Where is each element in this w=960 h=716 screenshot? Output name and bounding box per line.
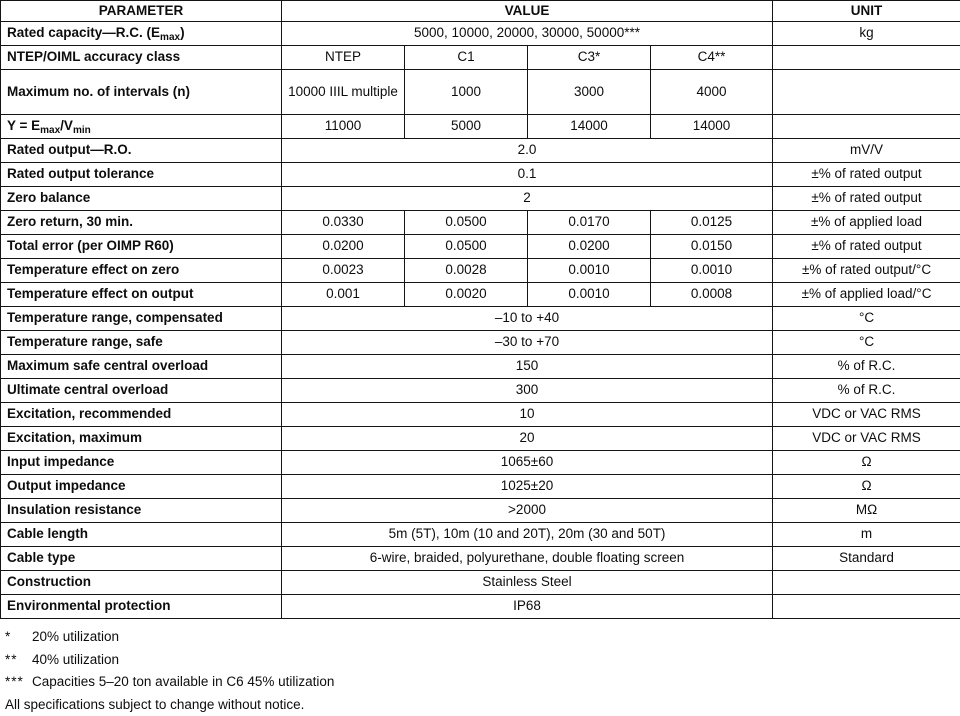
- value-zero-return-c3: 0.0170: [528, 211, 651, 235]
- table-row-total-error: [1, 235, 960, 259]
- table-row-rated-output-tolerance: [1, 163, 960, 187]
- unit-excitation-maximum: VDC or VAC RMS: [773, 427, 960, 451]
- footnote-text: 40% utilization: [32, 651, 120, 667]
- value-environmental-protection: IP68: [282, 595, 773, 619]
- subscript-max: max: [40, 125, 61, 137]
- unit-construction: [773, 571, 960, 595]
- table-row-ultimate-overload: [1, 379, 960, 403]
- param-text: ): [180, 25, 185, 41]
- param-text: Y = E: [7, 118, 41, 134]
- value-total-error-c4: 0.0150: [651, 235, 773, 259]
- value-intervals-ntep: 10000 IIIL multiple: [282, 70, 405, 115]
- table-row-output-impedance: [1, 475, 960, 499]
- value-output-impedance: 1025±20: [282, 475, 773, 499]
- unit-rated-output: mV/V: [773, 139, 960, 163]
- param-rated-output-tolerance: Rated output tolerance: [1, 163, 282, 187]
- unit-temp-range-safe: °C: [773, 331, 960, 355]
- value-accuracy-c4: C4**: [651, 46, 773, 70]
- unit-y-ratio: [773, 115, 960, 139]
- value-temp-zero-c4: 0.0010: [651, 259, 773, 283]
- unit-accuracy-class: [773, 46, 960, 70]
- unit-temp-effect-zero: ±% of rated output/°C: [773, 259, 960, 283]
- value-intervals-c1: 1000: [405, 70, 528, 115]
- footnote-marker: ***: [5, 674, 24, 689]
- value-construction: Stainless Steel: [282, 571, 773, 595]
- param-excitation-maximum: Excitation, maximum: [1, 427, 282, 451]
- value-temp-output-c3: 0.0010: [528, 283, 651, 307]
- unit-rated-capacity: kg: [773, 22, 960, 46]
- value-temp-zero-ntep: 0.0023: [282, 259, 405, 283]
- footnote-text: 20% utilization: [32, 629, 120, 644]
- value-zero-balance: 2: [282, 187, 773, 211]
- table-row-construction: [1, 571, 960, 595]
- table-row-zero-return: [1, 211, 960, 235]
- value-insulation-resistance: >2000: [282, 499, 773, 523]
- value-intervals-c4: 4000: [651, 70, 773, 115]
- value-excitation-maximum: 20: [282, 427, 773, 451]
- subscript-min: min: [72, 125, 91, 137]
- value-zero-return-ntep: 0.0330: [282, 211, 405, 235]
- table-row-zero-balance: [1, 187, 960, 211]
- table-row-temp-effect-zero: [1, 259, 960, 283]
- table-row-temp-range-safe: [1, 331, 960, 355]
- value-zero-return-c1: 0.0500: [405, 211, 528, 235]
- unit-temp-effect-output: ±% of applied load/°C: [773, 283, 960, 307]
- unit-input-impedance: Ω: [773, 451, 960, 475]
- unit-max-intervals: [773, 70, 960, 115]
- footnote-marker: *: [5, 629, 12, 644]
- param-environmental-protection: Environmental protection: [1, 595, 282, 619]
- value-temp-output-ntep: 0.001: [282, 283, 405, 307]
- table-row-max-safe-overload: [1, 355, 960, 379]
- unit-excitation-recommended: VDC or VAC RMS: [773, 403, 960, 427]
- param-max-intervals: Maximum no. of intervals (n): [1, 70, 282, 115]
- value-input-impedance: 1065±60: [282, 451, 773, 475]
- unit-total-error: ±% of rated output: [773, 235, 960, 259]
- value-temp-zero-c1: 0.0028: [405, 259, 528, 283]
- footnote-marker: **: [5, 651, 18, 667]
- param-temp-effect-zero: Temperature effect on zero: [1, 259, 282, 283]
- unit-zero-balance: ±% of rated output: [773, 187, 960, 211]
- value-accuracy-c3: C3*: [528, 46, 651, 70]
- value-temp-range-safe: –30 to +70: [282, 331, 773, 355]
- value-total-error-c1: 0.0500: [405, 235, 528, 259]
- footnote-single-asterisk: [5, 626, 952, 649]
- value-excitation-recommended: 10: [282, 403, 773, 427]
- table-row-cable-type: [1, 547, 960, 571]
- table-row-accuracy-class: [1, 46, 960, 70]
- value-rated-output-tolerance: 0.1: [282, 163, 773, 187]
- param-cable-length: Cable length: [1, 523, 282, 547]
- table-header-row: [1, 1, 960, 22]
- param-insulation-resistance: Insulation resistance: [1, 499, 282, 523]
- unit-environmental-protection: [773, 595, 960, 619]
- param-excitation-recommended: Excitation, recommended: [1, 403, 282, 427]
- value-zero-return-c4: 0.0125: [651, 211, 773, 235]
- table-row-cable-length: [1, 523, 960, 547]
- value-cable-length: 5m (5T), 10m (10 and 20T), 20m (30 and 50T): [282, 523, 773, 547]
- footnote-text: Capacities 5–20 ton available in C6 45% utilization: [32, 674, 335, 689]
- param-max-safe-overload: Maximum safe central overload: [1, 355, 282, 379]
- value-accuracy-ntep: NTEP: [282, 46, 405, 70]
- param-zero-return: Zero return, 30 min.: [1, 211, 282, 235]
- param-total-error: Total error (per OIMP R60): [1, 235, 282, 259]
- unit-output-impedance: Ω: [773, 475, 960, 499]
- param-ultimate-overload: Ultimate central overload: [1, 379, 282, 403]
- unit-cable-type: Standard: [773, 547, 960, 571]
- unit-ultimate-overload: % of R.C.: [773, 379, 960, 403]
- table-row-rated-output: [1, 139, 960, 163]
- subscript-max: max: [160, 32, 181, 44]
- table-row-insulation-resistance: [1, 499, 960, 523]
- param-rated-capacity: [1, 22, 282, 46]
- unit-max-safe-overload: % of R.C.: [773, 355, 960, 379]
- column-header-parameter: PARAMETER: [1, 1, 282, 22]
- value-y-ntep: 11000: [282, 115, 405, 139]
- unit-insulation-resistance: MΩ: [773, 499, 960, 523]
- param-rated-output: Rated output—R.O.: [1, 139, 282, 163]
- table-row-environmental-protection: [1, 595, 960, 619]
- unit-cable-length: m: [773, 523, 960, 547]
- table-row-input-impedance: [1, 451, 960, 475]
- value-y-c4: 14000: [651, 115, 773, 139]
- unit-zero-return: ±% of applied load: [773, 211, 960, 235]
- value-temp-output-c1: 0.0020: [405, 283, 528, 307]
- value-total-error-ntep: 0.0200: [282, 235, 405, 259]
- value-intervals-c3: 3000: [528, 70, 651, 115]
- value-y-c3: 14000: [528, 115, 651, 139]
- param-accuracy-class: NTEP/OIML accuracy class: [1, 46, 282, 70]
- param-input-impedance: Input impedance: [1, 451, 282, 475]
- value-total-error-c3: 0.0200: [528, 235, 651, 259]
- param-temp-range-compensated: Temperature range, compensated: [1, 307, 282, 331]
- footnote-disclaimer: [5, 694, 952, 716]
- value-temp-output-c4: 0.0008: [651, 283, 773, 307]
- unit-temp-range-compensated: °C: [773, 307, 960, 331]
- value-max-safe-overload: 150: [282, 355, 773, 379]
- param-text: Rated capacity—R.C. (E: [7, 25, 161, 41]
- value-accuracy-c1: C1: [405, 46, 528, 70]
- footnote-double-asterisk: [5, 649, 952, 672]
- value-y-c1: 5000: [405, 115, 528, 139]
- column-header-unit: UNIT: [773, 1, 960, 22]
- table-row-excitation-recommended: [1, 403, 960, 427]
- param-cable-type: Cable type: [1, 547, 282, 571]
- column-header-value: VALUE: [282, 1, 773, 22]
- param-temp-range-safe: Temperature range, safe: [1, 331, 282, 355]
- param-zero-balance: Zero balance: [1, 187, 282, 211]
- table-row-temp-effect-output: [1, 283, 960, 307]
- value-rated-capacity: 5000, 10000, 20000, 30000, 50000***: [282, 22, 773, 46]
- footnotes: [0, 619, 960, 716]
- table-row-temp-range-compensated: [1, 307, 960, 331]
- table-row-max-intervals: [1, 70, 960, 115]
- value-ultimate-overload: 300: [282, 379, 773, 403]
- value-temp-range-compensated: –10 to +40: [282, 307, 773, 331]
- param-temp-effect-output: Temperature effect on output: [1, 283, 282, 307]
- value-rated-output: 2.0: [282, 139, 773, 163]
- param-construction: Construction: [1, 571, 282, 595]
- value-cable-type: 6-wire, braided, polyurethane, double floating screen: [282, 547, 773, 571]
- param-y-ratio: [1, 115, 282, 139]
- param-text: /V: [60, 118, 73, 134]
- footnote-text: All specifications subject to change without notice.: [5, 696, 305, 712]
- param-output-impedance: Output impedance: [1, 475, 282, 499]
- table-row-y-ratio: [1, 115, 960, 139]
- table-row-excitation-maximum: [1, 427, 960, 451]
- table-row-rated-capacity: [1, 22, 960, 46]
- value-temp-zero-c3: 0.0010: [528, 259, 651, 283]
- footnote-triple-asterisk: [5, 671, 952, 694]
- unit-rated-output-tolerance: ±% of rated output: [773, 163, 960, 187]
